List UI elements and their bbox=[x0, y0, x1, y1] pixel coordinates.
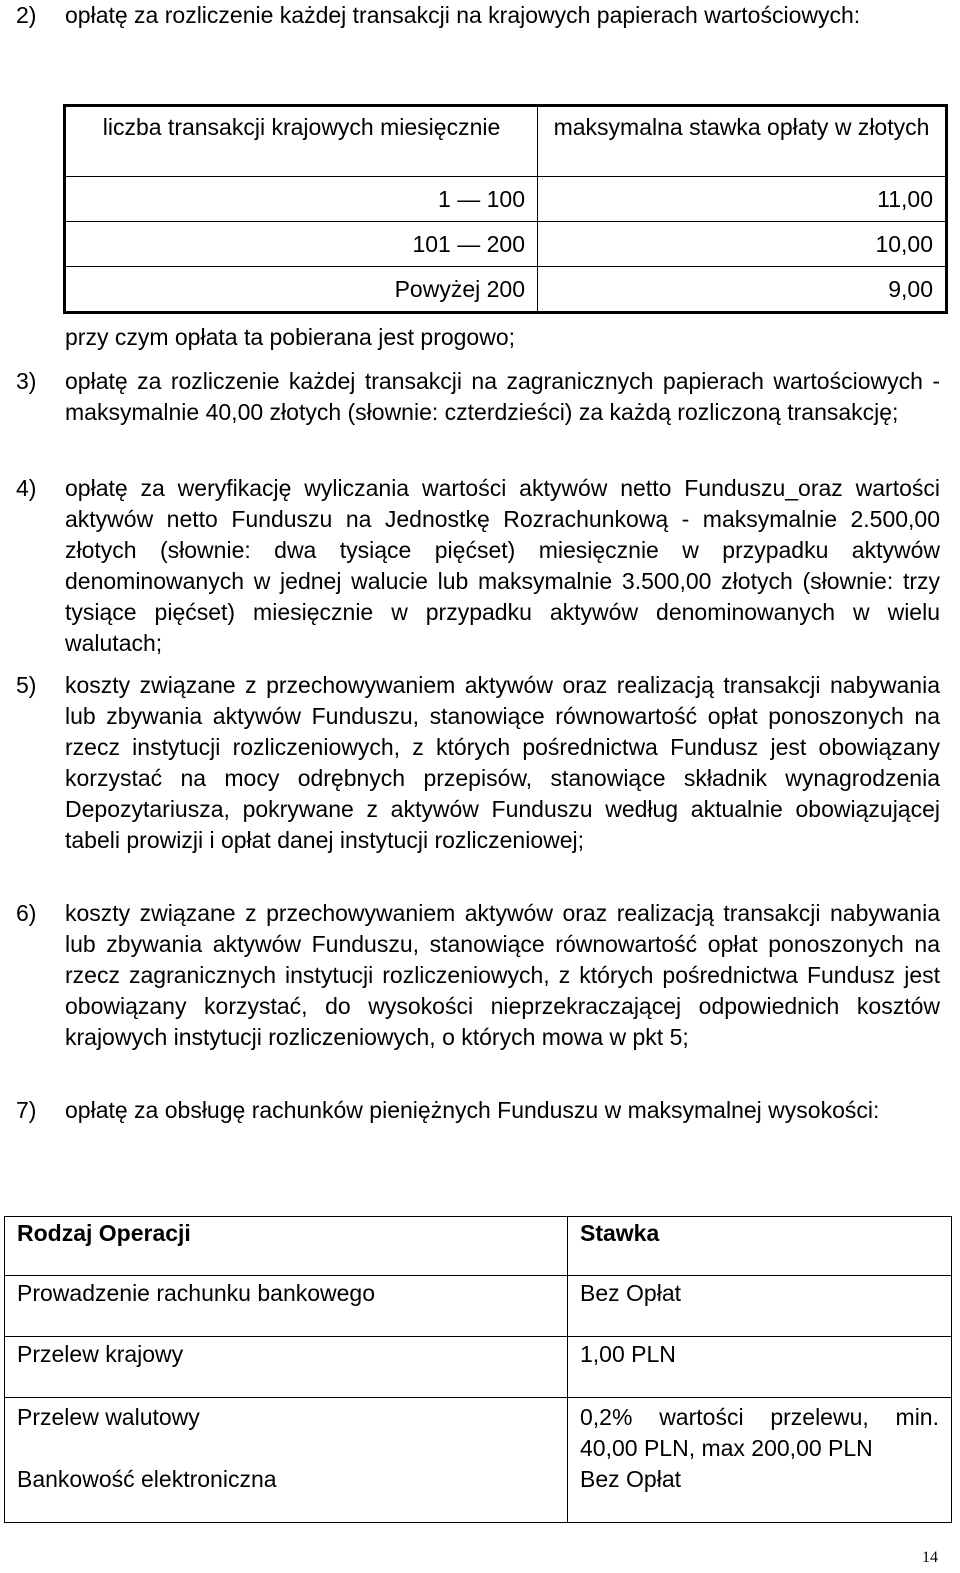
rate-cell bbox=[568, 1398, 952, 1523]
table-row bbox=[5, 1398, 952, 1523]
list-text: koszty związane z przechowywaniem aktywów oraz realizacją transakcji nabywania lub zbywania aktywów Funduszu, stanowiące równowartość opłat ponoszonych na rzecz zagranicznych instytucji rozliczeniowych, z których pośrednictwa Fundusz jest obowiązany korzystać, do wysokości nieprzekraczającej odpowiednich kosztów krajowych instytucji rozliczeniowych, o których mowa w pkt 5; bbox=[65, 900, 940, 1050]
operation-cell: Przelew krajowy bbox=[5, 1337, 568, 1398]
list-item-2 bbox=[16, 0, 940, 31]
progressive-note: przy czym opłata ta pobierana jest progowo; bbox=[65, 324, 516, 350]
list-text: opłatę za weryfikację wyliczania wartości aktywów netto Funduszu_oraz wartości aktywów netto Funduszu na Jednostkę Rozrachunkową - maksymalnie 2.500,00 złotych (słownie: dwa tysiące pięćset) miesięcznie w przypadku aktywów denominowanych w jednej walucie lub maksymalnie 3.500,00 złotych (słownie: trzy tysiące pięćset) miesięcznie w przypadku aktywów denominowanych w wielu walutach; bbox=[65, 475, 940, 656]
list-text: opłatę za rozliczenie każdej transakcji na zagranicznych papierach wartościowych - maksymalnie 40,00 złotych (słownie: czterdzieści) za każdą rozliczoną transakcję; bbox=[65, 368, 940, 425]
rate-cell: 10,00 bbox=[538, 222, 947, 267]
operation-cell bbox=[5, 1398, 568, 1523]
list-text: opłatę za obsługę rachunków pieniężnych Funduszu w maksymalnej wysokości: bbox=[65, 1097, 880, 1123]
table-row bbox=[5, 1276, 952, 1337]
rate-cell: Bez Opłat bbox=[568, 1276, 952, 1337]
table-row bbox=[65, 267, 947, 313]
transaction-fee-table bbox=[63, 104, 948, 314]
range-cell: 1 — 100 bbox=[65, 177, 538, 222]
list-item-4 bbox=[16, 473, 940, 659]
list-text: opłatę za rozliczenie każdej transakcji na krajowych papierach wartościowych: bbox=[65, 2, 861, 28]
header-cell-transactions: liczba transakcji krajowych miesięcznie bbox=[65, 106, 538, 177]
list-number: 3) bbox=[16, 368, 37, 394]
range-cell: Powyżej 200 bbox=[65, 267, 538, 313]
rate-cell: 1,00 PLN bbox=[568, 1337, 952, 1398]
account-fee-table bbox=[4, 1216, 952, 1523]
header-cell-max-rate: maksymalna stawka opłaty w złotych bbox=[538, 106, 947, 177]
list-number: 7) bbox=[16, 1097, 37, 1123]
list-item-3 bbox=[16, 366, 940, 428]
page-number: 14 bbox=[922, 1549, 938, 1566]
table-header-row bbox=[65, 106, 947, 177]
table-row bbox=[65, 222, 947, 267]
list-item-7 bbox=[16, 1095, 940, 1126]
list-text: koszty związane z przechowywaniem aktywów oraz realizacją transakcji nabywania lub zbywania aktywów Funduszu, stanowiące równowartość opłat ponoszonych na rzecz instytucji rozliczeniowych, z których pośrednictwa Fundusz jest obowiązany korzystać na mocy odrębnych przepisów, stanowiące składnik wynagrodzenia Depozytariusza, pokrywane z aktywów Funduszu według aktualnie obowiązującej tabeli prowizji i opłat danej instytucji rozliczeniowej; bbox=[65, 672, 940, 853]
rate-cell: 9,00 bbox=[538, 267, 947, 313]
list-number: 5) bbox=[16, 672, 37, 698]
rate-cell: 11,00 bbox=[538, 177, 947, 222]
range-cell: 101 — 200 bbox=[65, 222, 538, 267]
header-cell-rate: Stawka bbox=[568, 1217, 952, 1276]
table-row bbox=[5, 1337, 952, 1398]
operation-cell: Prowadzenie rachunku bankowego bbox=[5, 1276, 568, 1337]
rate-label: Bez Opłat bbox=[580, 1466, 681, 1492]
list-number: 4) bbox=[16, 475, 37, 501]
header-cell-operation: Rodzaj Operacji bbox=[5, 1217, 568, 1276]
operation-label: Bankowość elektroniczna bbox=[17, 1466, 277, 1492]
operation-label: Przelew walutowy bbox=[17, 1404, 200, 1430]
list-number: 2) bbox=[16, 2, 37, 28]
list-item-6 bbox=[16, 898, 940, 1053]
table-header-row bbox=[5, 1217, 952, 1276]
rate-label: 0,2% wartości przelewu, min. 40,00 PLN, max 200,00 PLN bbox=[580, 1404, 939, 1461]
list-item-5 bbox=[16, 670, 940, 856]
table-row bbox=[65, 177, 947, 222]
list-number: 6) bbox=[16, 900, 37, 926]
